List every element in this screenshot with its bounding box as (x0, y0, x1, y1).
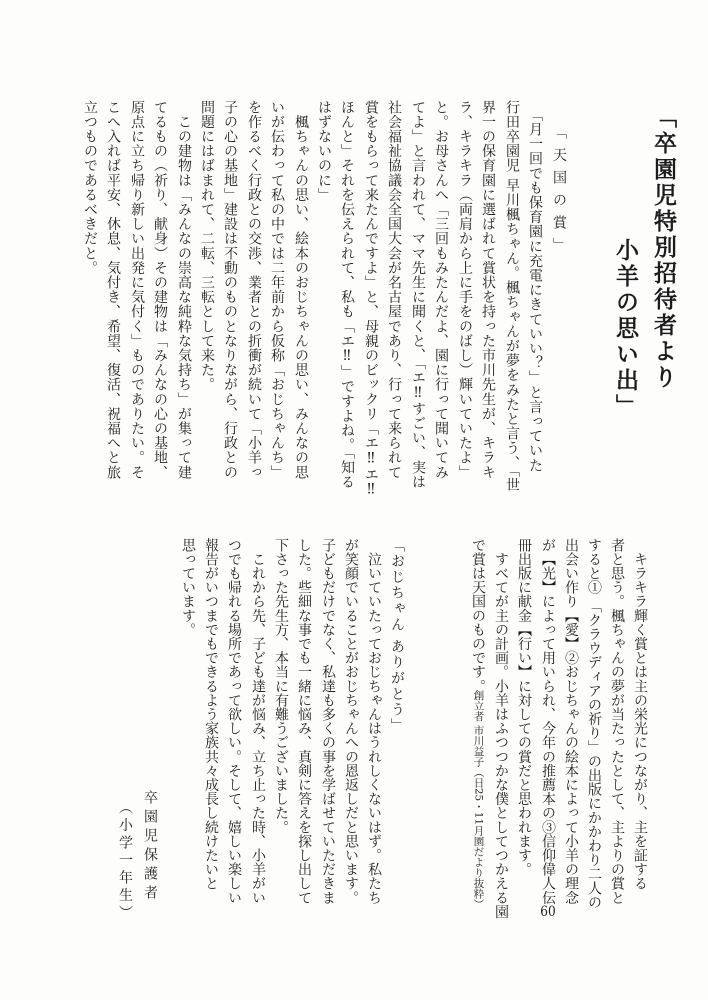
text-line: てよ」と言われて、ママ先生に聞くと、「エ‼すごい、実は (410, 100, 426, 490)
text-line: 冊出版に献金【行い】に対しての賞だと思われます。 (516, 538, 532, 877)
text-line: 賞をもらって来たんですよ」と、母親のビックリ「エ‼エ‼ (363, 100, 379, 499)
text-line: した。些細な事でも一緒に悩み、真剣に答えを探し出して (296, 538, 312, 905)
text-line: 界一の保育園に選ばれて賞状を持った市川先生が、キラキ (480, 100, 496, 480)
text-line: こへ入れば平安、休息、気付き、希望、復活、祝福へと旅 (105, 100, 121, 480)
author-grade: （小学一年生） (117, 800, 133, 923)
title-line-2: 小羊の思い出」 (612, 238, 639, 420)
text-line: てるもの（祈り、献身）その建物は「みんなの心の基地、 (152, 100, 168, 480)
text-line: が笑顔でいることがおじちゃんへの恩返しだと思います。 (343, 538, 359, 905)
text-line-body: が【光】によって用いられ、今年の推薦本の③信仰偉人伝 (540, 538, 556, 905)
text-line: 泣いていたっておじちゃんはうれしくないはず。私たち (366, 538, 382, 905)
text-line: 出会い作り【愛】②おじちゃんの絵本によって小羊の理念 (563, 538, 579, 905)
text-line (541, 538, 555, 919)
text-line: 思っています。 (180, 538, 196, 637)
text-line: で賞は天国のものです。 (470, 538, 486, 694)
text-line: 下さった先生方、本当に有難うございました。 (273, 538, 289, 835)
text-line: 社会福祉協議会全国大会が名古屋であり、行って来られて (386, 100, 402, 480)
text-line: 行田卒園児 早川楓ちゃん。楓ちゃんが夢をみたと言う、「世 (504, 100, 520, 493)
text-line: つでも帰れる場所であって欲しい。そして、嬉しい楽しい (226, 538, 242, 905)
text-line: 「月一回でも保育園に充電にきていい？」と言っていた (527, 100, 543, 473)
text-line: いが伝わって私の中では二年前から仮称「おじちゃんち」 (269, 100, 285, 480)
text-line: ラ、キラキラ（両肩から上に手をのばし）輝いていたよ」 (457, 100, 473, 480)
text-line: この建物は「みんなの崇高な純粋な気持ち」が集って建 (176, 100, 192, 480)
text-line: 楓ちゃんの思い、絵本のおじちゃんの思い、みんなの思 (293, 100, 309, 480)
text-line: すると① 「クラウディアの祈り」の出版にかかわり二人の (586, 538, 602, 910)
title-line-1: 「卒園児特別招待者より (650, 105, 677, 391)
text-line: 子の心の基地」建設は不動のものとなりながら、行政との (222, 100, 238, 480)
text-line: 問題にはばまれて、二転、三転として来た。 (199, 100, 215, 392)
text-line: と。お母さんへ「三回もみたんだよ、園に行って聞いてみ (433, 100, 449, 480)
text-line: 原点に立ち帰り新しい出発に気付く」ものでありたい。そ (129, 100, 145, 480)
section-heading-ojichan: 「おじちゃん ありがとう」 (389, 538, 405, 734)
text-line: すべてが主の計画。小羊はふつつかな僕としてつかえる園 (493, 538, 509, 919)
author-label: 卒園児保護者 (142, 790, 158, 904)
text-line: キラキラ輝く賞とは主の栄光につながり、主を証する (632, 538, 648, 891)
text-line: を作るべく行政との交渉、業者との折衝が続いて「小羊っ (246, 100, 262, 480)
founder-signature: 創立者 市川益子（日25・11月園だより抜粋） (472, 690, 485, 910)
section-heading-tengoku: 「天国の賞」 (551, 125, 567, 260)
text-line: これから先、子ども達が悩み、立ち止った時、小羊がい (250, 538, 266, 905)
text-line: はずないのに」 (316, 100, 332, 203)
text-line: 子どもだけでなく、私達も多くの事を学ばせていただきま (320, 538, 336, 905)
text-line: 者と思う。楓ちゃんの夢が当たったとして、主よりの賞と (609, 538, 625, 905)
text-line: ほんと」それを伝えられて、私も「エ‼」ですよね。「知る (339, 100, 355, 490)
text-line: 立つものであるべきだと。 (82, 100, 98, 276)
text-line: 報告がいつまでもできるよう家族共々成長し続けたいと (203, 538, 219, 891)
book-count-number: 60 (540, 904, 556, 919)
